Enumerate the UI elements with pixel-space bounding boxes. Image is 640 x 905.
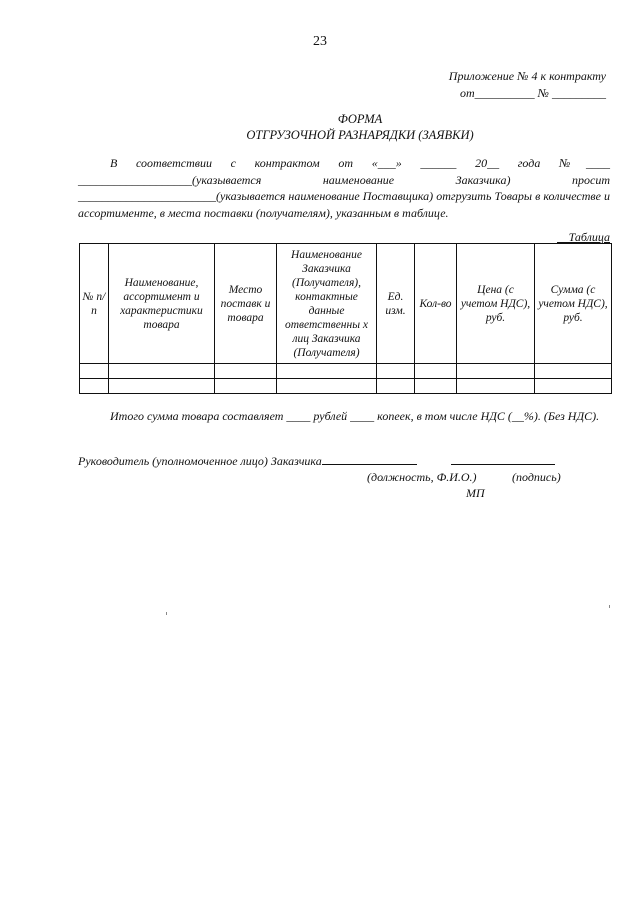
column-header: Наименование, ассортимент и характеристики товара xyxy=(109,244,215,364)
table-cell xyxy=(277,364,377,379)
intro-line-1: В соответствии с контрактом от «___» ______ 20__ года №____ xyxy=(110,156,610,170)
table-cell xyxy=(215,379,277,394)
table-cell xyxy=(277,379,377,394)
signature-caption: (подпись) xyxy=(512,470,561,484)
signature-label: Руководитель (уполномоченное лицо) Заказчика xyxy=(78,454,322,468)
signature-line xyxy=(78,454,555,469)
stamp-place: МП xyxy=(466,486,485,500)
total-paragraph: Итого сумма товара составляет ____ рублей ____ копеек, в том числе НДС (__%). (Без НДС). xyxy=(110,409,600,423)
signature-blank xyxy=(451,454,555,465)
table-cell xyxy=(457,379,535,394)
document-title xyxy=(0,111,640,143)
intro-line-2: ___________________(указывается наименование Заказчика) просит xyxy=(78,172,610,187)
page-number: 23 xyxy=(313,34,327,49)
appendix-line: Приложение № 4 к контракту xyxy=(448,69,606,83)
column-header: Ед. изм. xyxy=(377,244,415,364)
table-cell xyxy=(80,379,109,394)
table-cell xyxy=(215,364,277,379)
table-header-row xyxy=(80,244,612,364)
table-row xyxy=(80,379,612,394)
appendix-date-number: от__________ № _________ xyxy=(460,86,606,100)
table-cell xyxy=(535,364,612,379)
table-cell xyxy=(80,364,109,379)
position-caption: (должность, Ф.И.О.) xyxy=(367,470,477,484)
intro-line-3: _______________________(указывается наименование Поставщика) отгрузить Товары в количестве и ассортименте, в места поставки (получателям), указанным в таблице. xyxy=(78,189,610,220)
column-header: Место поставк и товара xyxy=(215,244,277,364)
table-row xyxy=(80,364,612,379)
table-cell xyxy=(377,379,415,394)
shipment-table xyxy=(79,243,612,394)
table-cell xyxy=(415,364,457,379)
table-cell xyxy=(415,379,457,394)
column-header: № п/п xyxy=(80,244,109,364)
column-header: Цена (с учетом НДС), руб. xyxy=(457,244,535,364)
position-blank xyxy=(322,454,417,465)
table-cell xyxy=(109,379,215,394)
column-header: Сумма (с учетом НДС), руб. xyxy=(535,244,612,364)
table-caption: Таблица xyxy=(568,230,610,244)
scan-speck xyxy=(166,612,167,615)
title-subtitle: ОТГРУЗОЧНОЙ РАЗНАРЯДКИ (ЗАЯВКИ) xyxy=(246,128,474,142)
table-cell xyxy=(109,364,215,379)
table-cell xyxy=(377,364,415,379)
column-header: Наименование Заказчика (Получателя), контактные данные ответственны х лиц Заказчика (Получателя) xyxy=(277,244,377,364)
intro-paragraph xyxy=(78,155,610,221)
scan-speck xyxy=(609,605,610,608)
table-cell xyxy=(535,379,612,394)
title-form: ФОРМА xyxy=(337,112,383,126)
appendix-reference xyxy=(386,68,606,102)
column-header: Кол-во xyxy=(415,244,457,364)
table-cell xyxy=(457,364,535,379)
